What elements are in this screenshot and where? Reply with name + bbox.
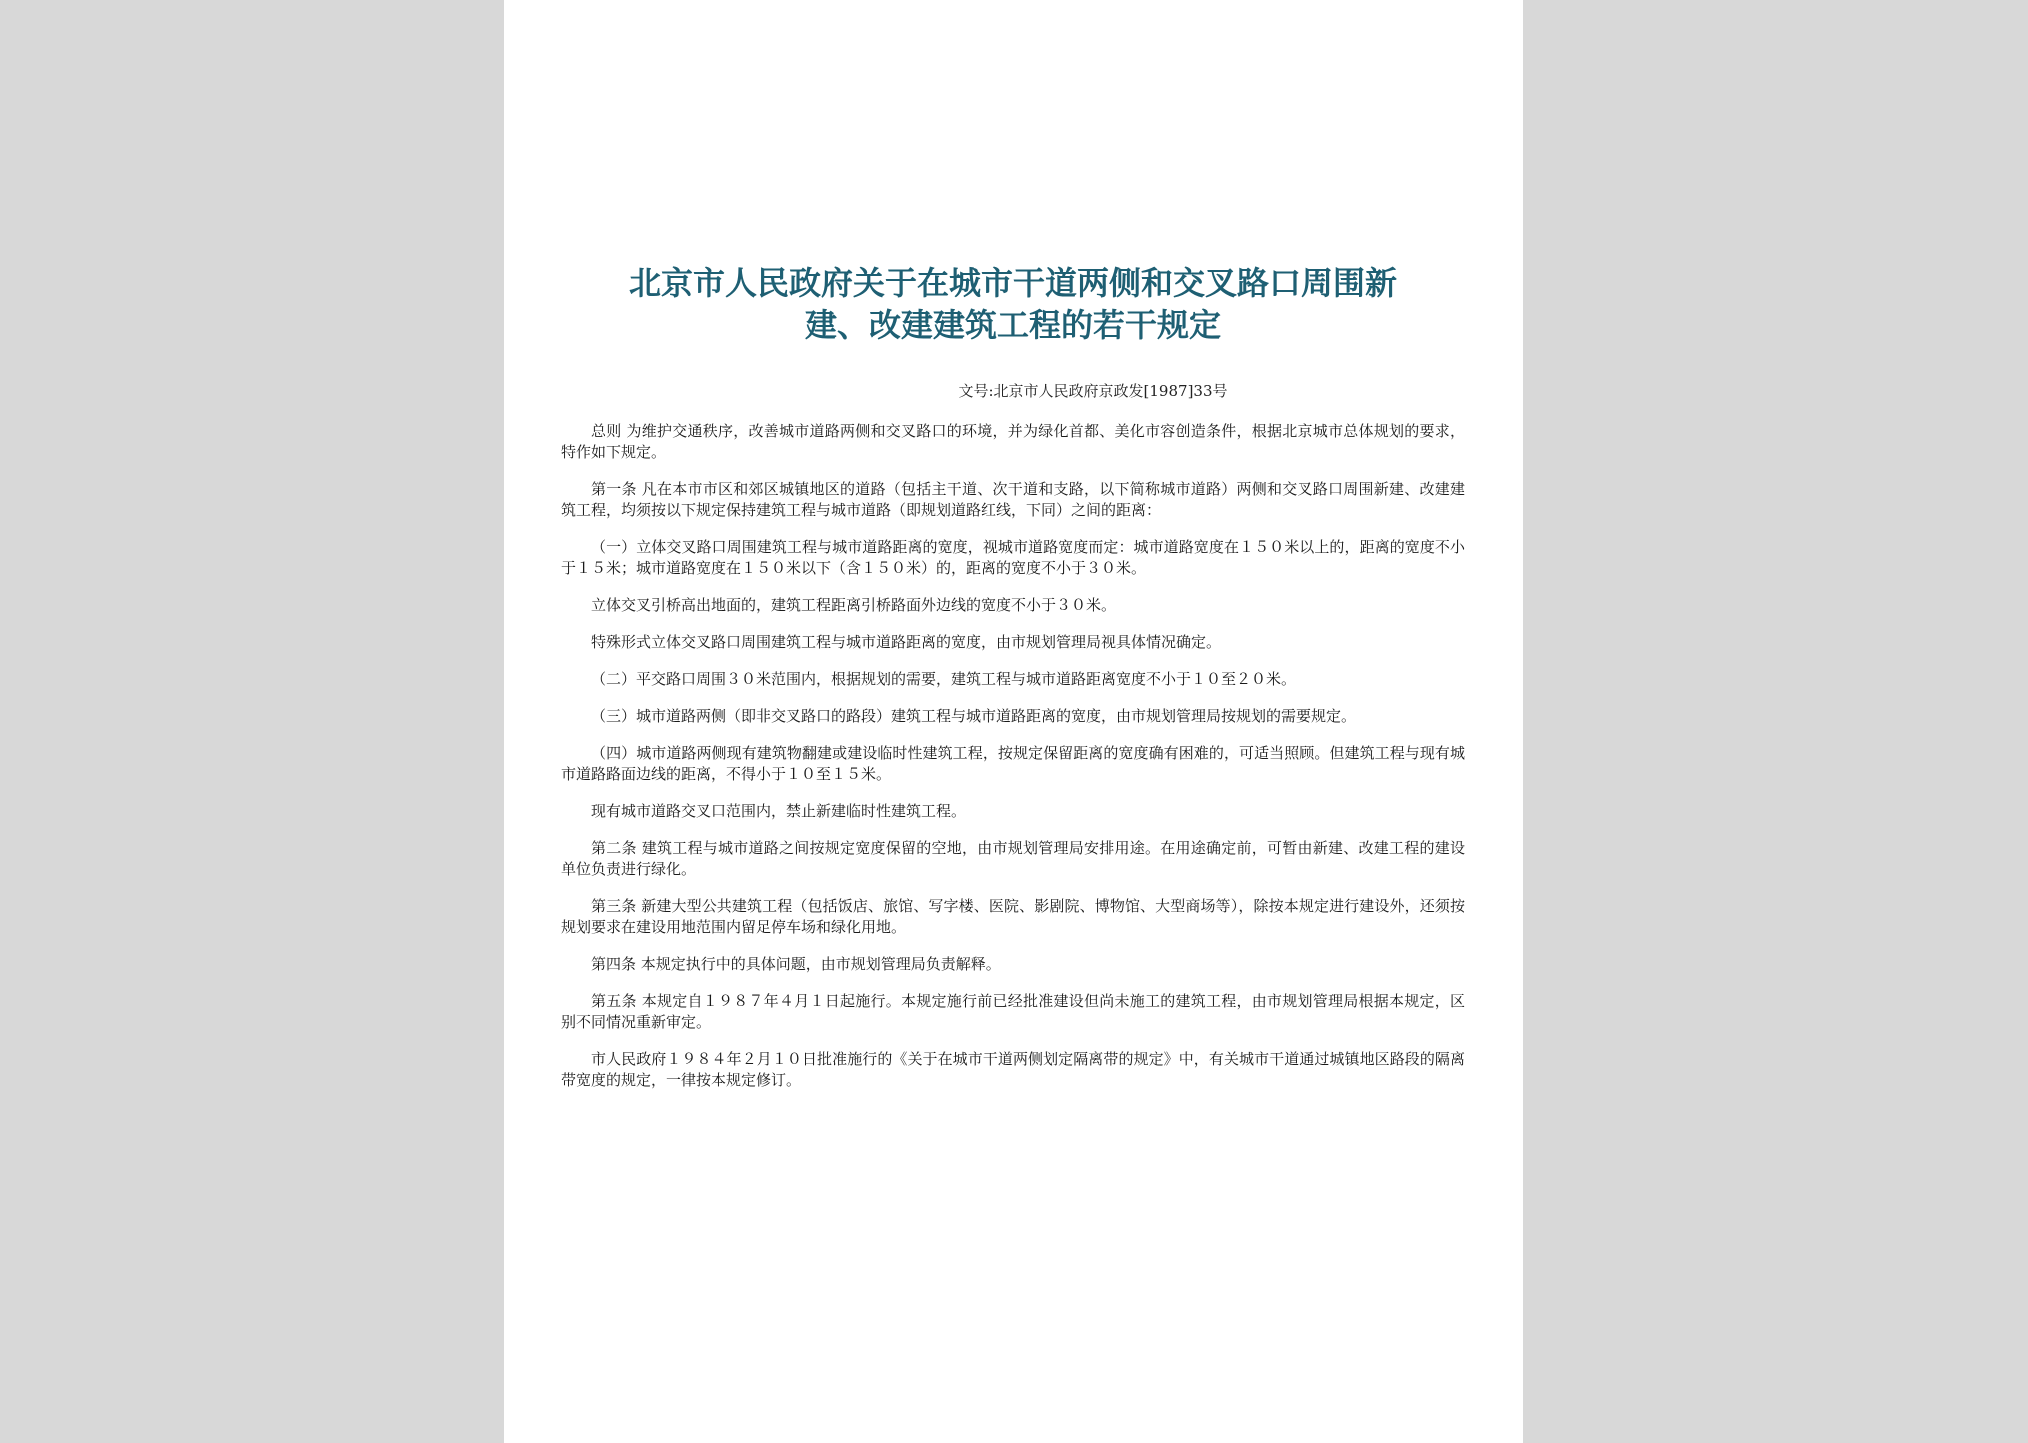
document-body — [561, 421, 1465, 1091]
paragraph-item-1-note-1: 立体交叉引桥高出地面的，建筑工程距离引桥路面外边线的宽度不小于３０米。 — [591, 596, 1117, 614]
paragraph-article-1: 第一条 凡在本市市区和郊区城镇地区的道路（包括主干道、次干道和支路，以下简称城市道路）两侧和交叉路口周围新建、改建建筑工程，均须按以下规定保持建筑工程与城市道路（即规划道路红线，下同）之间的距离： — [561, 480, 1465, 519]
paragraph-item-1: （一）立体交叉路口周围建筑工程与城市道路距离的宽度，视城市道路宽度而定：城市道路宽度在１５０米以上的，距离的宽度不小于１５米；城市道路宽度在１５０米以下（含１５０米）的，距离的宽度不小于３０米。 — [561, 538, 1465, 577]
paragraph-item-4-note: 现有城市道路交叉口范围内，禁止新建临时性建筑工程。 — [591, 802, 967, 820]
paragraph-article-3: 第三条 新建大型公共建筑工程（包括饭店、旅馆、写字楼、医院、影剧院、博物馆、大型商场等），除按本规定进行建设外，还须按规划要求在建设用地范围内留足停车场和绿化用地。 — [561, 897, 1465, 936]
title-line-2: 建、改建建筑工程的若干规定 — [804, 306, 1221, 344]
paragraph-item-1-note-2: 特殊形式立体交叉路口周围建筑工程与城市道路距离的宽度，由市规划管理局视具体情况确定。 — [591, 633, 1222, 651]
document-number: 文号:北京市人民政府京政发[1987]33号 — [958, 382, 1228, 400]
paragraph-closing: 市人民政府１９８４年２月１０日批准施行的《关于在城市干道两侧划定隔离带的规定》中，有关城市干道通过城镇地区路段的隔离带宽度的规定，一律按本规定修订。 — [561, 1050, 1465, 1089]
paragraph-item-4: （四）城市道路两侧现有建筑物翻建或建设临时性建筑工程，按规定保留距离的宽度确有困难的，可适当照顾。但建筑工程与现有城市道路路面边线的距离，不得小于１０至１５米。 — [561, 744, 1465, 783]
document-page — [504, 0, 1523, 1443]
paragraph-article-5: 第五条 本规定自１９８７年４月１日起施行。本规定施行前已经批准建设但尚未施工的建筑工程，由市规划管理局根据本规定，区别不同情况重新审定。 — [561, 992, 1465, 1031]
paragraph-article-4: 第四条 本规定执行中的具体问题，由市规划管理局负责解释。 — [591, 955, 1001, 973]
document-title — [561, 262, 1465, 346]
document-content — [561, 262, 1465, 1107]
paragraph-item-3: （三）城市道路两侧（即非交叉路口的路段）建筑工程与城市道路距离的宽度，由市规划管理局按规划的需要规定。 — [591, 707, 1357, 725]
title-line-1: 北京市人民政府关于在城市干道两侧和交叉路口周围新 — [628, 264, 1397, 302]
paragraph-article-2: 第二条 建筑工程与城市道路之间按规定宽度保留的空地，由市规划管理局安排用途。在用途确定前，可暂由新建、改建工程的建设单位负责进行绿化。 — [561, 839, 1465, 878]
paragraph-general: 总则 为维护交通秩序，改善城市道路两侧和交叉路口的环境，并为绿化首都、美化市容创造条件，根据北京城市总体规划的要求，特作如下规定。 — [561, 422, 1465, 461]
paragraph-item-2: （二）平交路口周围３０米范围内，根据规划的需要，建筑工程与城市道路距离宽度不小于１０至２０米。 — [591, 670, 1297, 688]
